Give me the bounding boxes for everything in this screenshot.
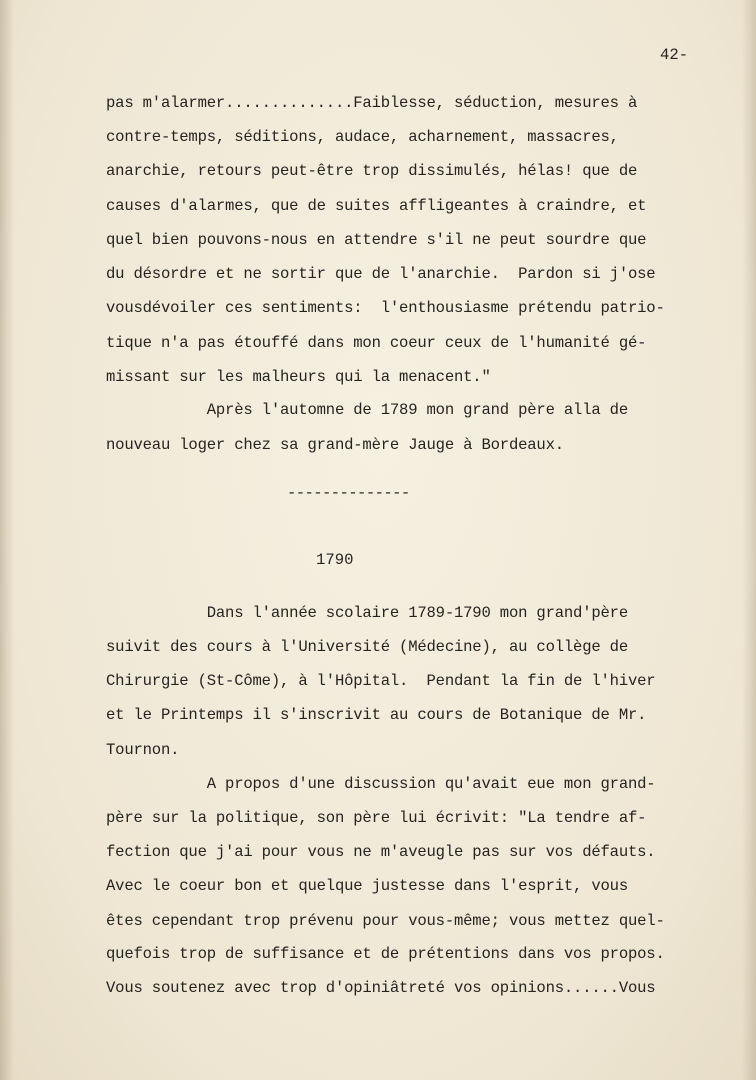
- section-separator: --------------: [287, 484, 410, 502]
- text-line: quel bien pouvons-nous en attendre s'il ne peut sourdre que: [106, 231, 647, 249]
- text-line: Avec le coeur bon et quelque justesse dans l'esprit, vous: [106, 877, 628, 895]
- text-line: Vous soutenez avec trop d'opiniâtreté vos opinions......Vous: [106, 979, 656, 997]
- text-line: pas m'alarmer..............Faiblesse, séduction, mesures à: [106, 94, 638, 112]
- page-edge-shadow-right: [742, 0, 756, 1080]
- text-line: suivit des cours à l'Université (Médecine), au collège de: [106, 638, 628, 656]
- text-line: tique n'a pas étouffé dans mon coeur ceux de l'humanité gé-: [106, 334, 647, 352]
- text-line: missant sur les malheurs qui la menacent.": [106, 368, 491, 386]
- text-line: causes d'alarmes, que de suites affligeantes à craindre, et: [106, 197, 647, 215]
- text-line: contre-temps, séditions, audace, acharnement, massacres,: [106, 128, 619, 146]
- text-line: Tournon.: [106, 741, 180, 759]
- page-number: 42-: [660, 46, 689, 64]
- text-line: Dans l'année scolaire 1789-1790 mon grand'père: [106, 604, 628, 622]
- text-line: Chirurgie (St-Côme), à l'Hôpital. Pendant la fin de l'hiver: [106, 672, 656, 690]
- text-line: et le Printemps il s'inscrivit au cours de Botanique de Mr.: [106, 706, 647, 724]
- text-line: A propos d'une discussion qu'avait eue mon grand-: [106, 775, 656, 793]
- text-line: Après l'automne de 1789 mon grand père alla de: [106, 401, 628, 419]
- text-line: du désordre et ne sortir que de l'anarchie. Pardon si j'ose: [106, 265, 656, 283]
- text-line: père sur la politique, son père lui écrivit: "La tendre af-: [106, 809, 647, 827]
- text-line: quefois trop de suffisance et de prétentions dans vos propos.: [106, 945, 665, 963]
- section-year-heading: 1790: [316, 551, 354, 569]
- text-line: êtes cependant trop prévenu pour vous-même; vous mettez quel-: [106, 912, 665, 930]
- page-edge-shadow-left: [0, 0, 14, 1080]
- text-line: anarchie, retours peut-être trop dissimulés, hélas! que de: [106, 162, 638, 180]
- text-line: vousdévoiler ces sentiments: l'enthousiasme prétendu patrio-: [106, 299, 665, 317]
- text-line: fection que j'ai pour vous ne m'aveugle pas sur vos défauts.: [106, 843, 656, 861]
- text-line: nouveau loger chez sa grand-mère Jauge à Bordeaux.: [106, 436, 564, 454]
